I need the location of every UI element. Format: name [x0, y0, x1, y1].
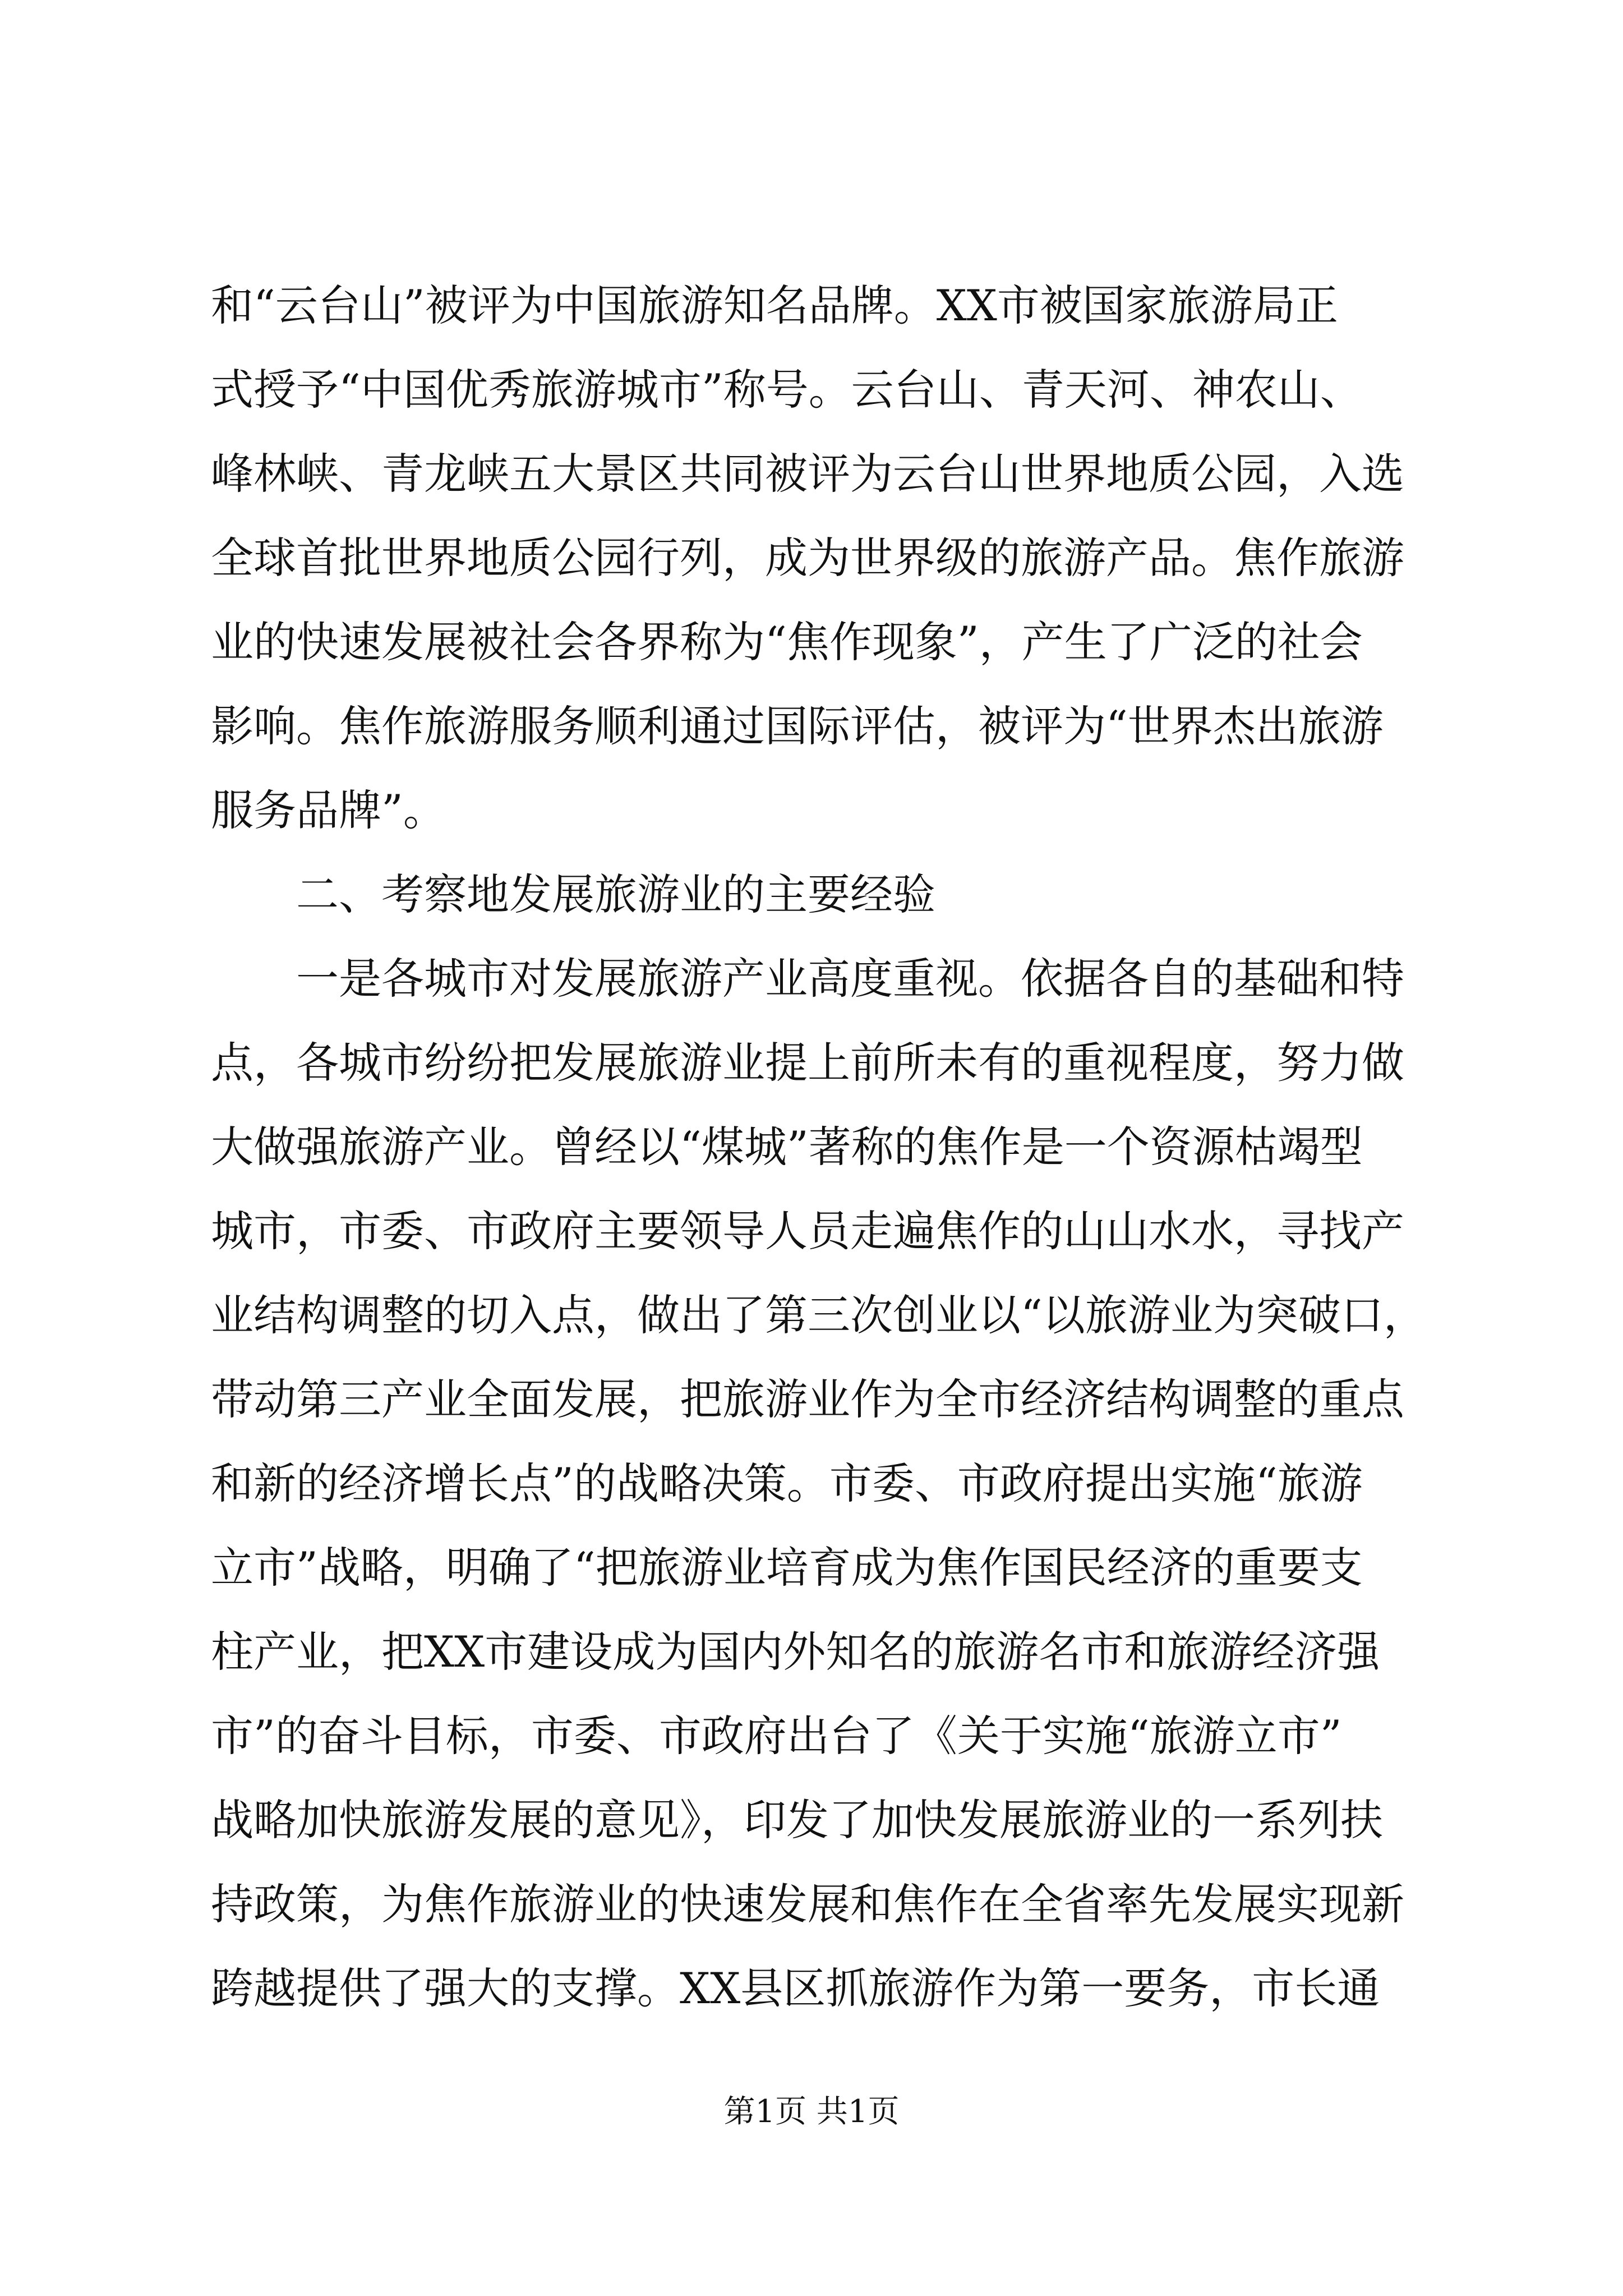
text-line: 立市”战略，明确了“把旅游业培育成为焦作国民经济的重要支	[211, 1543, 1363, 1593]
text-line: 式授予“中国优秀旅游城市”称号。云台山、青天河、神农山、	[211, 365, 1363, 415]
text-line: 点，各城市纷纷把发展旅游业提上前所未有的重视程度，努力做	[211, 1038, 1404, 1088]
text-line: 峰林峡、青龙峡五大景区共同被评为云台山世界地质公园，入选	[211, 449, 1404, 499]
text-line: 柱产业，把XX市建设成为国内外知名的旅游名市和旅游经济强	[211, 1627, 1380, 1677]
text-line: 跨越提供了强大的支撑。XX县区抓旅游作为第一要务，市长通	[211, 1963, 1380, 2013]
text-line: 和“云台山”被评为中国旅游知名品牌。XX市被国家旅游局正	[211, 280, 1338, 330]
page-number-label: 第1页 共1页	[723, 2093, 900, 2130]
text-line: 带动第三产业全面发展，把旅游业作为全市经济结构调整的重点	[211, 1374, 1404, 1424]
body-text	[211, 264, 1426, 2031]
paragraph-first-line: 一是各城市对发展旅游产业高度重视。依据各自的基础和特	[296, 954, 1404, 1004]
text-line: 大做强旅游产业。曾经以“煤城”著称的焦作是一个资源枯竭型	[211, 1122, 1363, 1172]
text-line: 市”的奋斗目标，市委、市政府出台了《关于实施“旅游立市”	[211, 1711, 1342, 1761]
text-line: 业结构调整的切入点，做出了第三次创业以“以旅游业为突破口，	[211, 1290, 1426, 1340]
text-line: 全球首批世界地质公园行列，成为世界级的旅游产品。焦作旅游	[211, 533, 1404, 583]
section-heading: 二、考察地发展旅游业的主要经验	[296, 869, 935, 919]
text-line: 和新的经济增长点”的战略决策。市委、市政府提出实施“旅游	[211, 1458, 1363, 1508]
text-line: 持政策，为焦作旅游业的快速发展和焦作在全省率先发展实现新	[211, 1879, 1404, 1929]
page-footer	[0, 2090, 1623, 2134]
text-line: 影响。焦作旅游服务顺利通过国际评估，被评为“世界杰出旅游	[211, 701, 1384, 751]
text-line: 城市，市委、市政府主要领导人员走遍焦作的山山水水，寻找产	[211, 1206, 1404, 1256]
text-line: 业的快速发展被社会各界称为“焦作现象”，产生了广泛的社会	[211, 617, 1363, 667]
text-line: 服务品牌”。	[211, 785, 446, 835]
text-line: 战略加快旅游发展的意见》，印发了加快发展旅游业的一系列扶	[211, 1795, 1383, 1845]
